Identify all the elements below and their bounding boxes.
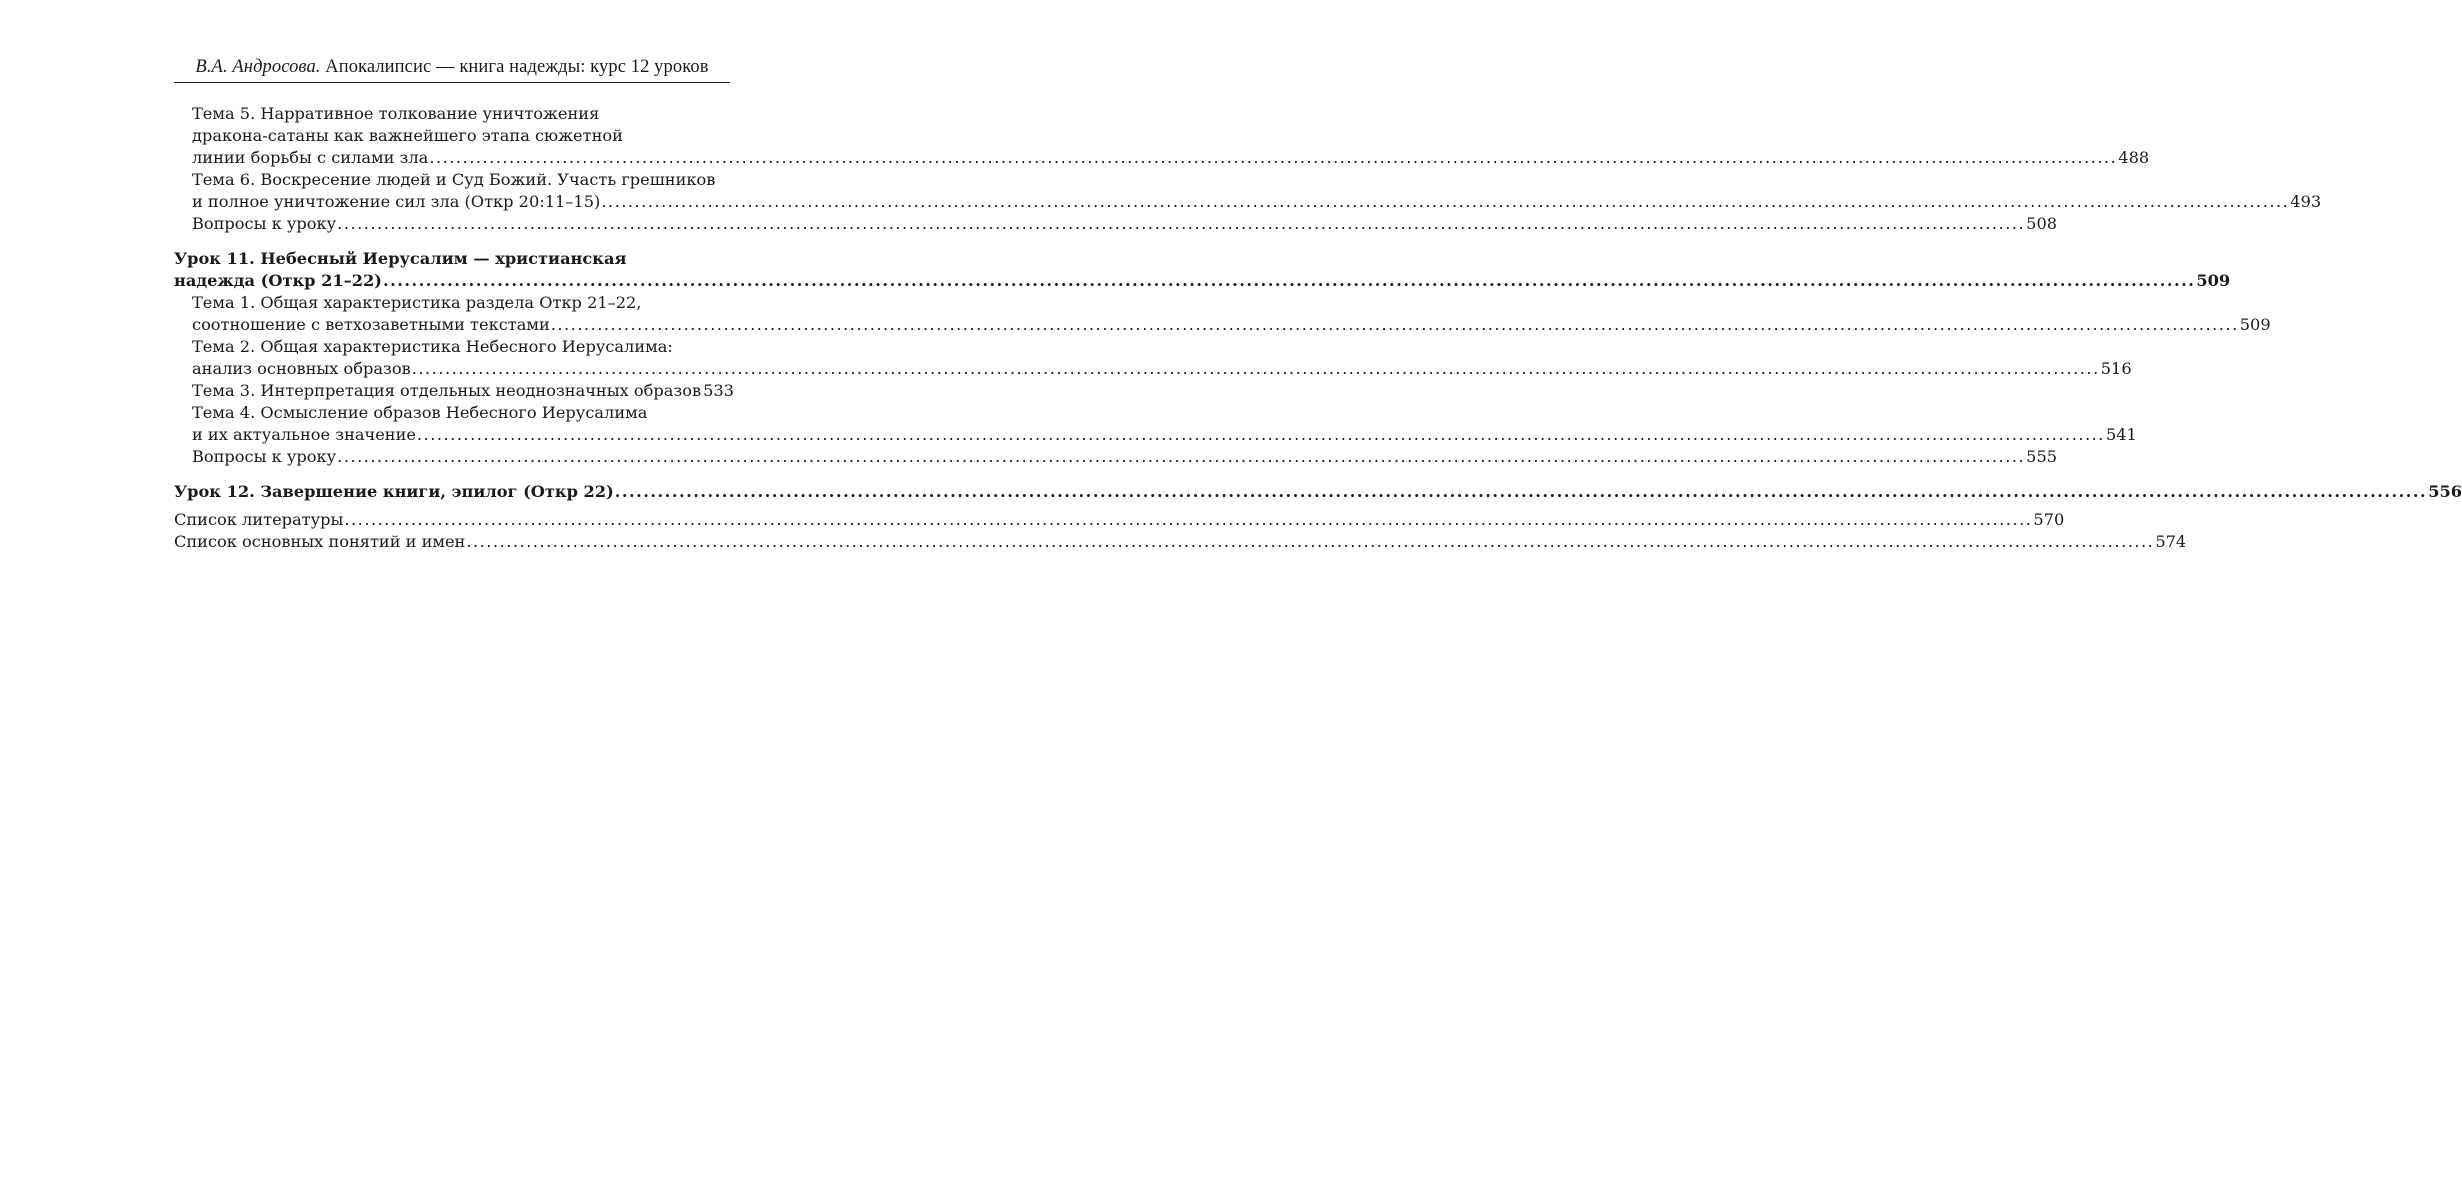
running-head-author: В.А. Андросова. bbox=[195, 57, 321, 77]
toc-entry-lesson-11[interactable] bbox=[174, 248, 2231, 292]
toc-lesson-title-line: Урок 12. Завершение книги, эпилог (Откр 22) bbox=[174, 482, 614, 501]
toc-entry-text-line: Тема 5. Нарративное толкование уничтожения bbox=[192, 104, 600, 123]
toc-entry-bibliography[interactable] bbox=[174, 509, 2065, 531]
toc-page-number: 574 bbox=[2155, 532, 2187, 551]
toc-page-number: 516 bbox=[2100, 359, 2132, 378]
toc-page-number: 508 bbox=[2026, 214, 2058, 233]
dot-leader bbox=[337, 213, 2025, 235]
toc-entry-l11-topic-1[interactable] bbox=[174, 292, 2271, 336]
toc-lesson-title-line: надежда (Откр 21–22) bbox=[174, 271, 382, 290]
running-head bbox=[174, 56, 730, 78]
toc-entry-text-line: Тема 4. Осмысление образов Небесного Иерусалима bbox=[192, 403, 648, 422]
toc-entry-text-line: Тема 1. Общая характеристика раздела Откр 21–22, bbox=[192, 293, 642, 312]
toc-entry-text-line: Тема 3. Интерпретация отдельных неоднозначных образов bbox=[192, 381, 702, 400]
toc-entry-text-line: дракона-сатаны как важнейшего этапа сюжетной bbox=[192, 126, 623, 145]
toc-entry-text-line: Список литературы bbox=[174, 510, 344, 529]
dot-leader bbox=[337, 446, 2025, 468]
toc-entry-questions-lesson-11[interactable] bbox=[174, 446, 2058, 468]
toc-page-number: 493 bbox=[2290, 192, 2322, 211]
toc-page-number: 533 bbox=[703, 381, 734, 400]
header-rule bbox=[174, 82, 730, 83]
toc-entry-l11-topic-3[interactable] bbox=[174, 380, 734, 402]
toc-entry-topic-5[interactable] bbox=[174, 103, 2150, 169]
dot-leader bbox=[601, 191, 2289, 213]
toc-page-number: 509 bbox=[2196, 271, 2231, 290]
toc-entry-text-line: и их актуальное значение bbox=[192, 425, 416, 444]
toc-entry-text-line: Вопросы к уроку bbox=[192, 447, 337, 466]
toc-entry-text-line: соотношение с ветхозаветными текстами bbox=[192, 315, 550, 334]
toc-entry-text-line: Тема 6. Воскресение людей и Суд Божий. Участь грешников bbox=[192, 170, 716, 189]
toc-entry-topic-6[interactable] bbox=[174, 169, 2322, 213]
toc-page-number: 570 bbox=[2033, 510, 2065, 529]
dot-leader bbox=[383, 270, 2195, 292]
toc-entry-l11-topic-2[interactable] bbox=[174, 336, 2132, 380]
toc-entry-text-line: и полное уничтожение сил зла (Откр 20:11–15) bbox=[192, 192, 601, 211]
toc-page-number: 556 bbox=[2428, 482, 2462, 501]
dot-leader bbox=[412, 358, 2100, 380]
running-head-title: Апокалипсис — книга надежды: курс 12 уроков bbox=[325, 57, 709, 77]
toc-entry-text-line: линии борьбы с силами зла bbox=[192, 148, 429, 167]
dot-leader bbox=[417, 424, 2105, 446]
dot-leader bbox=[551, 314, 2239, 336]
toc-page-number: 488 bbox=[2118, 148, 2150, 167]
dot-leader bbox=[344, 509, 2032, 531]
toc-entry-text-line: Тема 2. Общая характеристика Небесного Иерусалима: bbox=[192, 337, 673, 356]
toc-page-number: 541 bbox=[2105, 425, 2137, 444]
table-of-contents bbox=[174, 103, 2462, 553]
toc-lesson-title-line: Урок 11. Небесный Иерусалим — христианская bbox=[174, 249, 627, 268]
toc-entry-glossary[interactable] bbox=[174, 531, 2187, 553]
toc-entry-l11-topic-4[interactable] bbox=[174, 402, 2137, 446]
toc-entry-text-line: Список основных понятий и имен bbox=[174, 532, 466, 551]
toc-entry-questions-lesson-10[interactable] bbox=[174, 213, 2058, 235]
dot-leader bbox=[429, 147, 2117, 169]
toc-page-number: 555 bbox=[2026, 447, 2058, 466]
toc-page-number: 509 bbox=[2239, 315, 2271, 334]
toc-entry-text-line: анализ основных образов bbox=[192, 359, 411, 378]
dot-leader bbox=[466, 531, 2154, 553]
toc-entry-lesson-12[interactable] bbox=[174, 481, 2462, 503]
dot-leader bbox=[615, 481, 2427, 503]
toc-entry-text-line: Вопросы к уроку bbox=[192, 214, 337, 233]
